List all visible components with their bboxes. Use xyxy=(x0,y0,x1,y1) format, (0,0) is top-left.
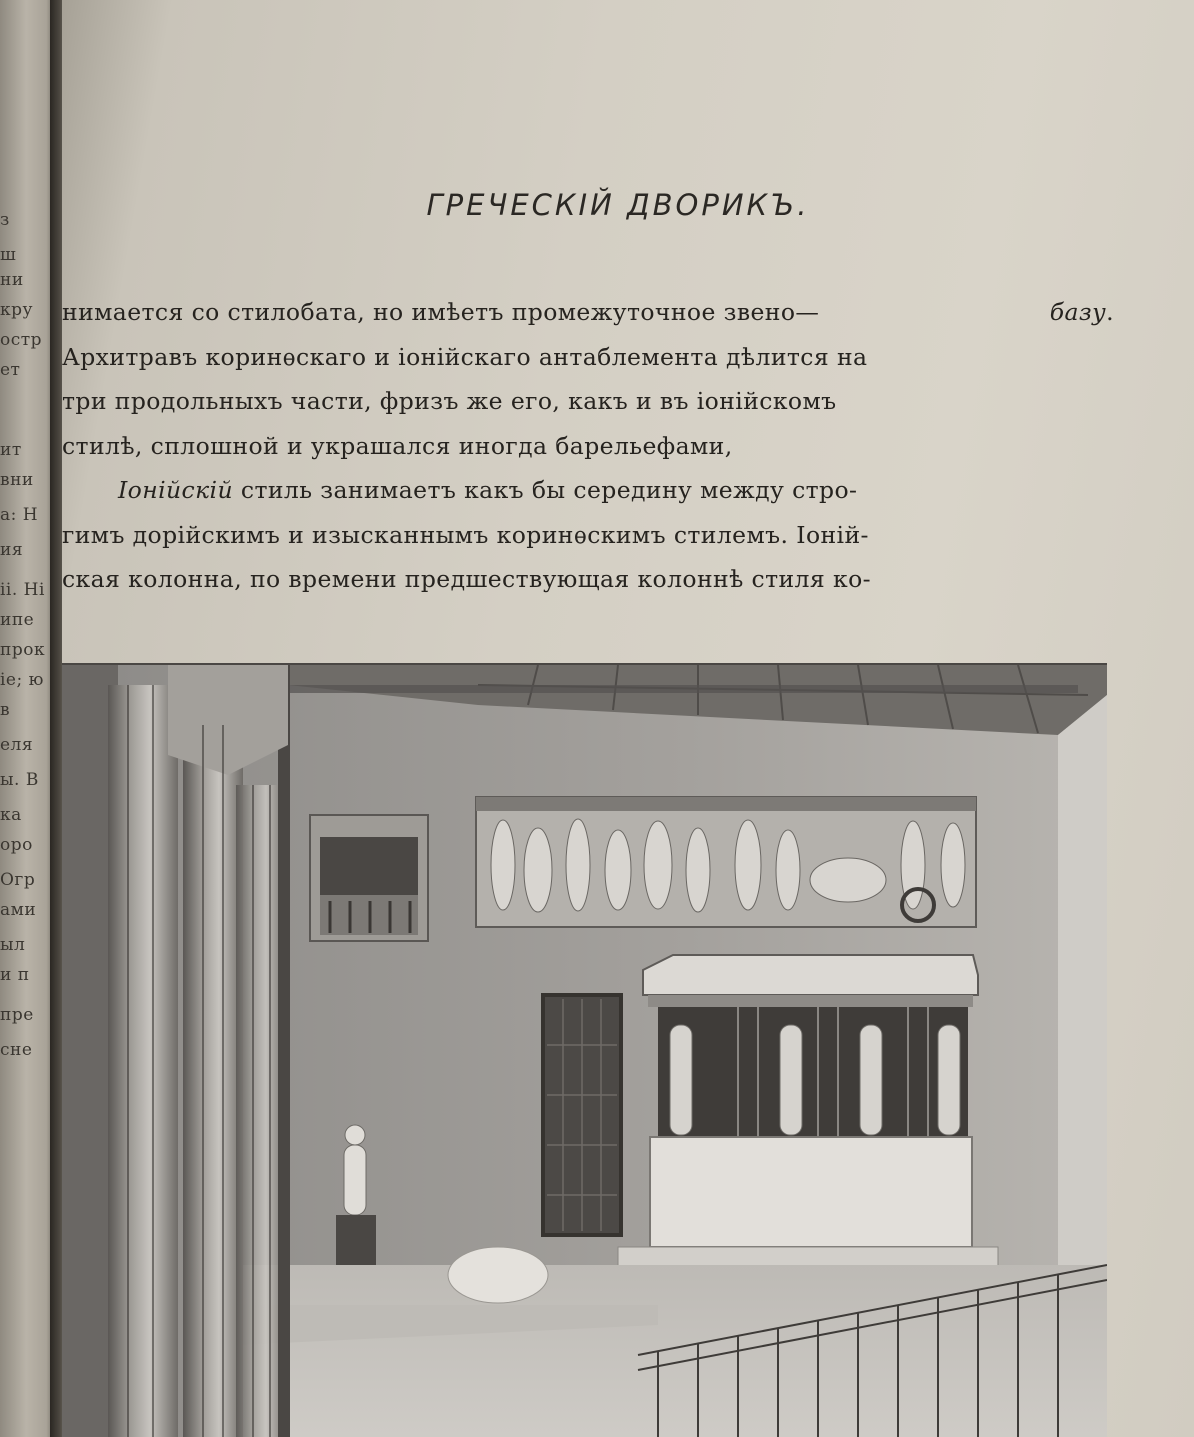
italic-word: базу xyxy=(1049,298,1107,326)
facing-page-text-fragment: остр xyxy=(0,330,43,350)
text-line xyxy=(62,424,1114,469)
facing-page-text-fragment: ш xyxy=(0,245,17,265)
facing-page-text-fragment: ie; ю xyxy=(0,670,44,690)
facing-page-text-fragment: а: Н xyxy=(0,505,39,525)
facing-page-text-fragment: ипе xyxy=(0,610,35,630)
page-running-head: ГРЕЧЕСКІЙ ДВОРИКЪ. xyxy=(426,188,810,222)
text-line xyxy=(62,379,1114,424)
italic-word: Іонійскій xyxy=(118,476,234,504)
line-text: ская колонна, по времени предшествующая колоннѣ стиля ко- xyxy=(62,565,871,593)
facing-page-text-fragment: еля xyxy=(0,735,34,755)
facing-page-text-fragment: прок xyxy=(0,640,46,660)
text-line xyxy=(62,557,1114,602)
line-punct: . xyxy=(1106,298,1114,326)
facing-page-text-fragment: ii. Нi xyxy=(0,580,45,600)
facing-page-text-fragment: з xyxy=(0,210,10,230)
facing-page-text-fragment: оро xyxy=(0,835,33,855)
text-line xyxy=(62,290,1114,335)
facing-page-text-fragment: ит xyxy=(0,440,22,460)
facing-page-text-fragment: пре xyxy=(0,1005,34,1025)
facing-page-text-fragment: сне xyxy=(0,1040,33,1060)
facing-page-text-fragment: ы. В xyxy=(0,770,39,790)
text-line xyxy=(62,468,1114,513)
facing-page-text-fragment: ами xyxy=(0,900,37,920)
line-text: стиль занимаетъ какъ бы середину между стро- xyxy=(233,476,858,504)
facing-page-text-fragment: ия xyxy=(0,540,24,560)
line-text: гимъ дорійскимъ и изысканнымъ коринѳскимъ стилемъ. Іоній- xyxy=(62,520,869,549)
facing-page-text-fragment: ет xyxy=(0,360,21,380)
body-text xyxy=(62,290,1114,602)
facing-page-text-fragment: ка xyxy=(0,805,22,825)
facing-page-text-fragment: вни xyxy=(0,470,34,490)
facing-page-text-fragment: ыл xyxy=(0,935,26,955)
facing-page-text-fragment: Огр xyxy=(0,870,36,890)
line-text: стилѣ, сплошной и украшался иногда барельефами, xyxy=(62,431,733,460)
facing-page-text-fragment: в xyxy=(0,700,11,720)
line-text: Архитравъ коринѳскаго и іонійскаго антаблемента дѣлится на xyxy=(62,342,868,371)
text-line xyxy=(62,513,1114,558)
book-page xyxy=(62,0,1194,1437)
courtyard-photograph xyxy=(62,663,1107,1437)
line-text: нимается со стилобата, но имѣетъ промежуточное звено— xyxy=(62,298,820,326)
text-line xyxy=(62,335,1114,380)
facing-page-text-fragment: ни xyxy=(0,270,24,290)
facing-page-text-fragment: кру xyxy=(0,300,34,320)
facing-page-text-fragment: и п xyxy=(0,965,30,985)
line-text: три продольныхъ части, фризъ же его, какъ и въ іонійскомъ xyxy=(62,387,837,415)
